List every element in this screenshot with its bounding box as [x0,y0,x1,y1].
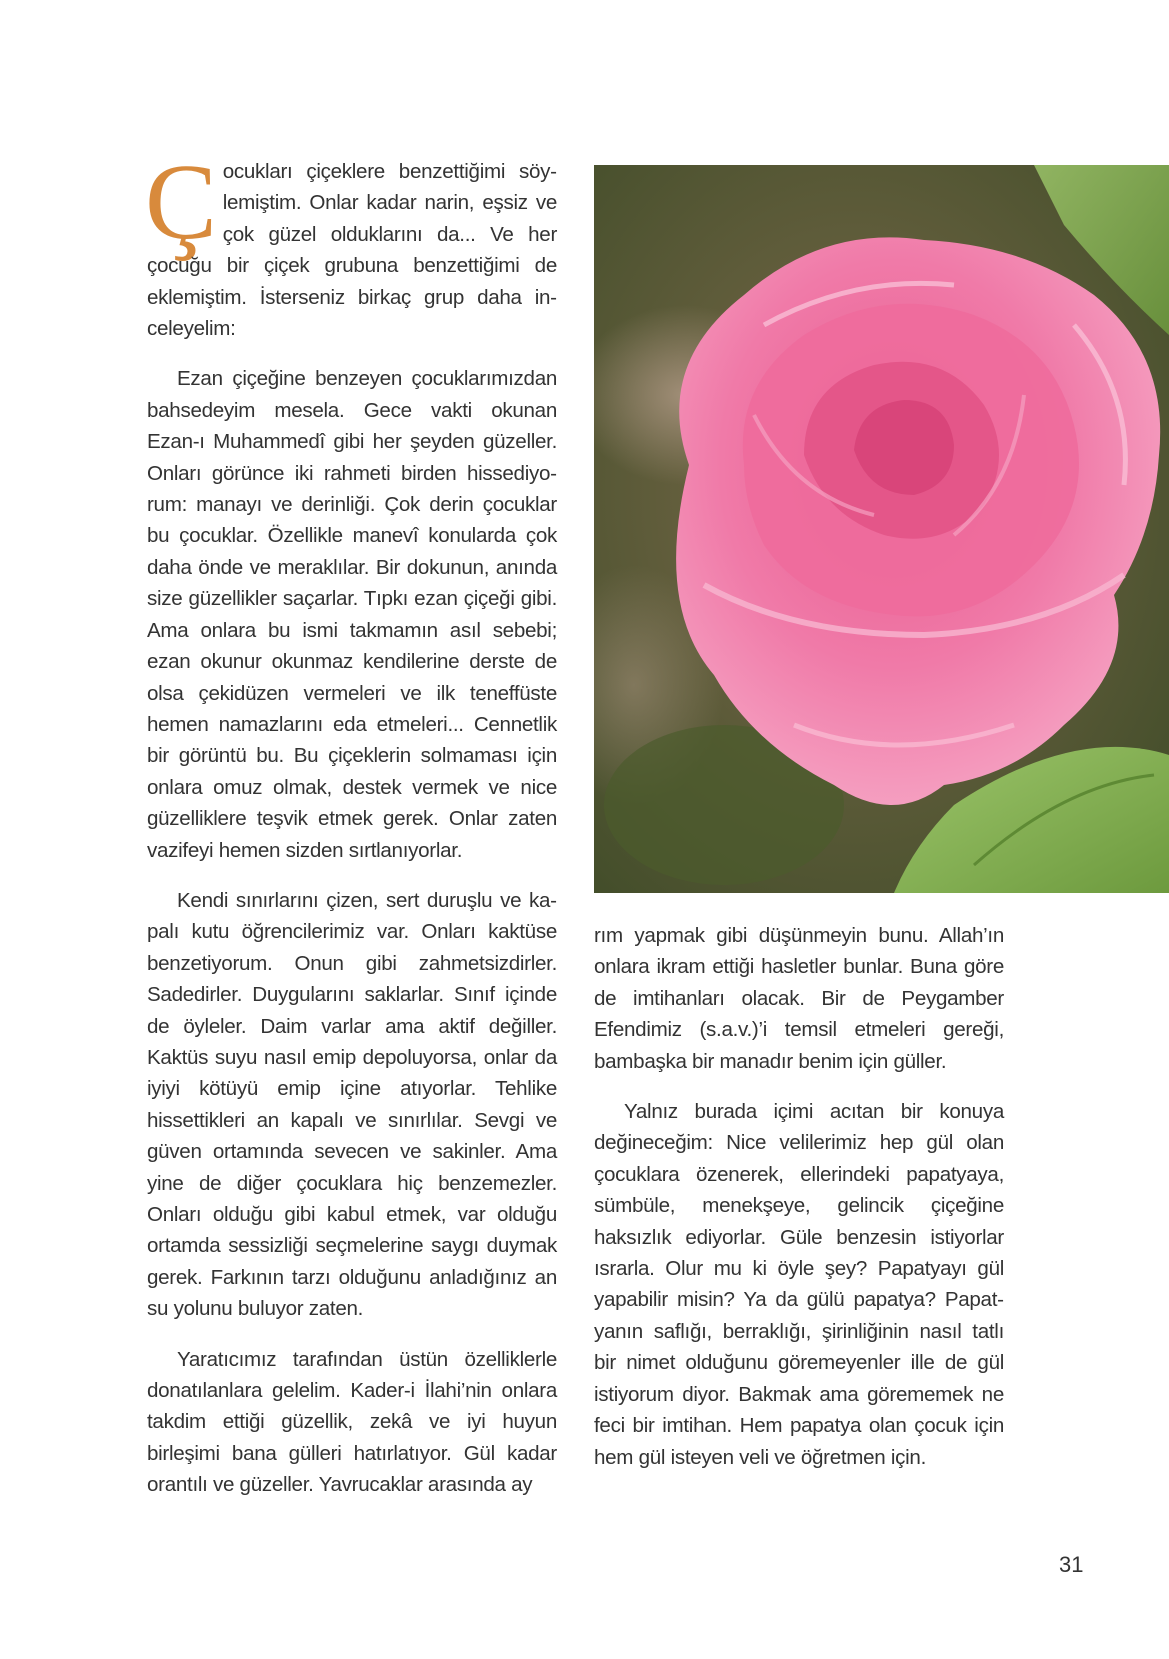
paragraph-2: Ezan çiçeğine benzeyen çocuklarımızdan bahsedeyim mesela. Gece vakti okunan Ezan-ı Muhammedî gibi her şeyden güzeller. Onları görünce iki rahmeti birden hissediyorum: manayı ve derinliği. Çok derin çocuklar bu çocuklar. Özellikle manevî konularda çok daha önde ve meraklılar. Bir dokunun, anında size güzellikler saçarlar. Tıpkı ezan çiçeği gibi. Ama onlara bu ismi takmamın asıl sebebi; ezan okunur okunmaz kendilerine derste de olsa çekidüzen vermeleri ve ilk teneffüste hemen namazlarını eda etmeleri... Cennetlik bir görüntü bu. Bu çiçeklerin solmaması için onlara omuz olmak, destek vermek ve nice güzelliklere teşvik etmek gerek. Onlar zaten vazifeyi hemen sizden sırtlanıyorlar. [147,367,557,862]
paragraph-1-text: ocukları çiçeklere benzettiğimi söylemiştim. Onlar kadar narin, eşsiz ve çok güzel olduklarını da... Ve her çocuğu bir çiçek grubuna benzettiğimi de eklemiştim. İsterseniz birkaç grup daha inceleyelim: [147,160,557,341]
paragraph-5: rım yapmak gibi düşünmeyin bunu. Allah’ın onlara ikram ettiği hasletler bunlar. Buna göre de imtihanları olacak. Bir de Peygamber Efendimiz (s.a.v.)’i temsil etmeleri gereği, bambaşka bir manadır benim için güller. [594,924,1004,1073]
rose-photo [594,165,1169,893]
paragraph-6: Yalnız burada içimi acıtan bir konuya değineceğim: Nice velilerimiz hep gül olan çocuklara özenerek, ellerindeki papatyaya, sümbüle, menekşeye, gelincik çiçeğine haksızlık ediyorlar. Güle benzesin istiyorlar ısrarla. Olur mu ki öyle şey? Papatyayı gül yapabilir misin? Ya da gülü papatya? Papatyanın saflığı, berraklığı, şirinliğinin nasıl tatlı bir nimet olduğunu göremeyenler ille de gül istiyorum diyor. Bakmak ama görememek ne feci bir imtihan. Hem papatya olan çocuk için hem gül isteyen veli ve öğretmen için. [594,1100,1004,1469]
left-column [145,143,557,1501]
page-number: 31 [1059,1552,1084,1577]
right-column [594,920,1004,1473]
paragraph-1 [145,143,557,344]
drop-cap: Ç [145,143,217,262]
paragraph-4: Yaratıcımız tarafından üstün özelliklerle donatılanlara gelelim. Kader-i İlahi’nin onlara takdim ettiği güzellik, zekâ ve iyi huyun birleşimi bana gülleri hatırlatıyor. Gül kadar orantılı ve güzeller. Yavrucaklar arasında ay [147,1347,557,1497]
paragraph-3: Kendi sınırlarını çizen, sert duruşlu ve kapalı kutu öğrencilerimiz var. Onları kaktüse benzetiyorum. Onun gibi zahmetsizdirler. Sadedirler. Duygularını saklarlar. Sınıf içinde de öyleler. Daim varlar ama aktif değiller. Kaktüs suyu nasıl emip depoluyorsa, onlar da iyiyi kötüyü emip içine atıyorlar. Tehlike hissettikleri an kapalı ve sınırlılar. Sevgi ve güven ortamında sevecen ve sakinler. Ama yine de diğer çocuklara hiç benzemezler. Onları olduğu gibi kabul etmek, var olduğu ortamda sessizliği seçmelerine saygı duymak gerek. Farkının tarzı olduğunu anladığınız an su yolunu buluyor zaten. [147,888,557,1321]
